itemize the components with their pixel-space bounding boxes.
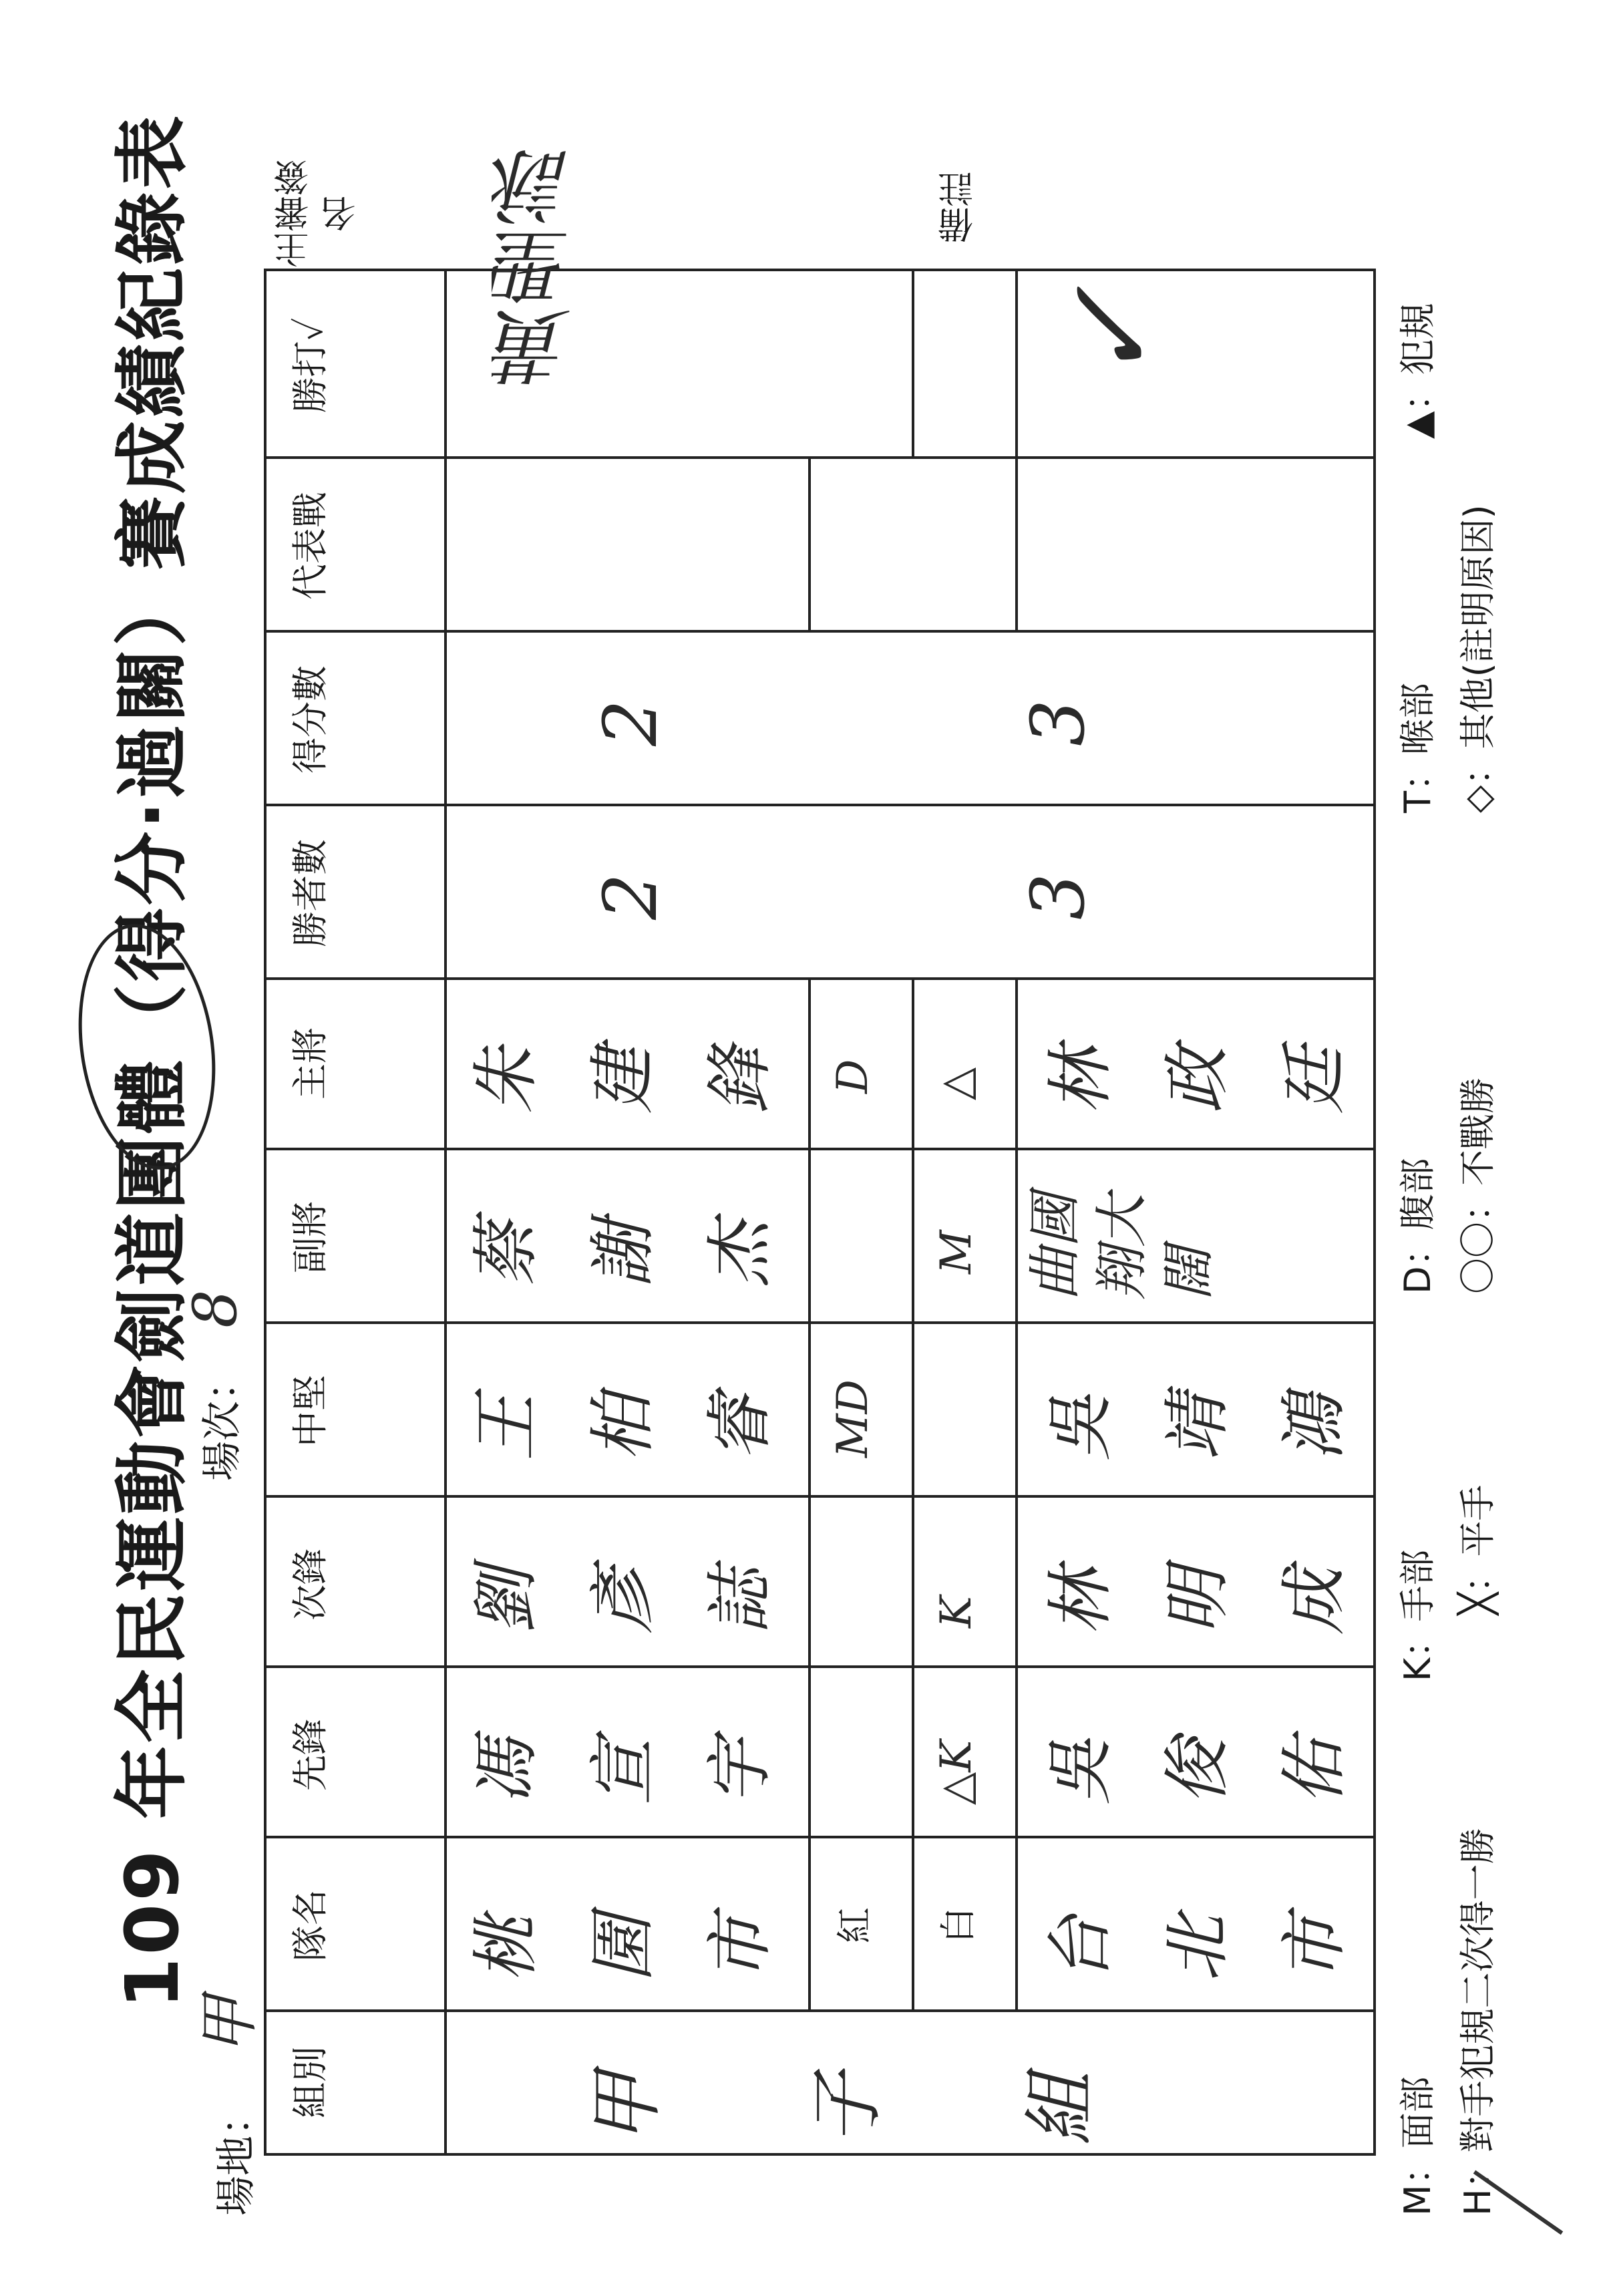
group-char-1: 甲 (584, 2072, 669, 2146)
venue-field: 場地： 甲 (194, 1995, 264, 2216)
white-jiho-name: 林明成 (1041, 1568, 1353, 1635)
white-fukusho-score: M (932, 1230, 981, 1274)
red-label: 紅 (834, 1907, 876, 1943)
row-line (808, 980, 811, 2012)
col-line (264, 2009, 1376, 2012)
white-label: 白 (937, 1907, 979, 1943)
row-line (912, 980, 914, 2012)
header-team: 隊名 (289, 1889, 331, 1961)
red-fukusho-name: 蔡謝杰 (467, 1220, 779, 1287)
header-fukusho: 副將 (289, 1201, 331, 1273)
legend-oo: 〇〇：不戰勝 (1457, 1078, 1499, 1294)
col-line (264, 1836, 1376, 1838)
form-title: 109 年全民運動會劍道團體（得分·過關）賽成績紀錄表 (110, 113, 195, 2009)
red-senpo-name: 馮宣宇 (467, 1738, 779, 1805)
referee-signature: 黃聖詠 (492, 147, 584, 387)
white-team-name: 台北市 (1041, 1915, 1353, 1982)
red-jiho-name: 劉彥誌 (467, 1568, 779, 1635)
row-line (1015, 459, 1018, 633)
white-taisho-name: 林政廷 (1041, 1047, 1353, 1114)
white-jiho-score: K (932, 1596, 981, 1628)
white-senpo-name: 吳俊佑 (1041, 1738, 1353, 1805)
red-team-name: 桃園市 (467, 1915, 779, 1982)
venue-value: 甲 (194, 1995, 264, 2056)
white-winner-check: ✓ (1042, 285, 1182, 385)
row-line (1015, 980, 1018, 2012)
col-line (264, 804, 1376, 806)
header-chuken: 中堅 (289, 1375, 331, 1447)
white-senpo-score: △K (932, 1740, 981, 1805)
white-wins: 3 (1015, 873, 1101, 920)
col-line (264, 630, 1376, 633)
group-char-3: 組 (1018, 2072, 1103, 2146)
col-line (264, 977, 1376, 980)
legend-k: K：手部 (1397, 1549, 1439, 1681)
header-points: 得分數 (289, 665, 331, 774)
row-line (912, 269, 914, 459)
circled-option-score: 得分 (110, 829, 195, 982)
col-line (264, 456, 1376, 459)
col-line (264, 1321, 1376, 1324)
legend-h: H：對手犯規二次得一勝 (1457, 1828, 1499, 2216)
legend-x: ╳：平手 (1457, 1484, 1499, 1615)
header-referee: 主審簽名 (273, 160, 362, 268)
header-remarks: 備註 (937, 171, 979, 243)
legend-d: D：腹部 (1397, 1158, 1439, 1294)
white-fukusho-name: 曲國翔大闊 (1024, 1194, 1220, 1301)
col-line (264, 1495, 1376, 1498)
legend-other: ◇：其他(註明原因) (1457, 504, 1499, 813)
header-taisho: 主將 (289, 1027, 331, 1100)
red-chuken-name: 王柏睿 (467, 1394, 779, 1461)
red-wins: 2 (588, 873, 673, 920)
header-daihyosen: 代表戰 (289, 492, 331, 600)
red-taisho-score: D (828, 1059, 878, 1094)
round-field: 場次： 8 (180, 1289, 250, 1481)
legend-m: M：面部 (1397, 2076, 1439, 2216)
col-line (264, 1665, 1376, 1668)
header-wins: 勝者數 (289, 839, 331, 947)
red-chuken-score: MD (828, 1379, 878, 1458)
col-line (264, 1148, 1376, 1150)
white-taisho-score: △ (932, 1067, 981, 1100)
header-senpo: 先鋒 (289, 1719, 331, 1791)
header-group: 組別 (289, 2046, 331, 2118)
group-char-2: 子 (804, 2072, 890, 2146)
row-line (808, 459, 811, 633)
score-option-circle (63, 915, 230, 1178)
row-line (1015, 269, 1018, 459)
legend-t: T：喉部 (1397, 683, 1439, 813)
red-points: 2 (588, 699, 673, 746)
legend-foul: ▲：犯規 (1397, 303, 1439, 439)
white-points: 3 (1015, 699, 1101, 746)
white-chuken-name: 吳靖鴻 (1041, 1394, 1353, 1461)
row-line (444, 269, 447, 2156)
round-value: 8 (180, 1289, 250, 1328)
red-taisho-name: 朱建鋒 (467, 1047, 779, 1114)
header-winner: 勝打✓ (289, 317, 331, 414)
header-jiho: 次鋒 (289, 1548, 331, 1621)
